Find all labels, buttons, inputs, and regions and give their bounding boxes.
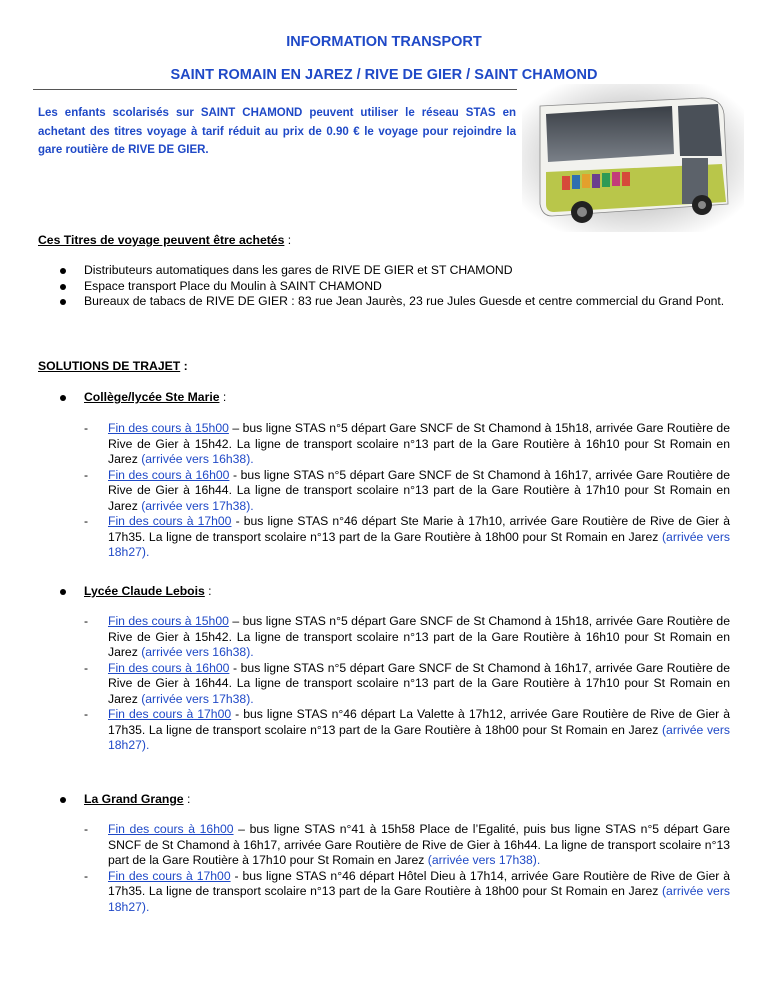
option-link[interactable]: Fin des cours à 17h00 — [108, 707, 232, 721]
school-claude-lebois: Lycée Claude Lebois : — [60, 584, 730, 600]
option-link[interactable]: Fin des cours à 16h00 — [108, 822, 234, 836]
school-grand-grange: La Grand Grange : — [60, 792, 730, 808]
option-link[interactable]: Fin des cours à 17h00 — [108, 514, 232, 528]
school-ste-marie: Collège/lycée Ste Marie : — [60, 390, 730, 406]
title-underline — [33, 89, 517, 90]
list-item: - Fin des cours à 16h00 – bus ligne STAS n°41 à 15h58 Place de l’Egalité, puis bus ligne STAS n°5 départ Gare SNCF de St Chamond à 16h17, arrivée Gare Routière de Rive de Gier à 16h44. La ligne de transport scolaire n°13 part de la Gare Routière à 17h10 pour St Romain en Jarez (arrivée vers 17h38). — [84, 822, 730, 867]
list-item: - Fin des cours à 17h00 - bus ligne STAS n°46 départ Ste Marie à 17h10, arrivée Gare Routière de Rive de Gier à 17h35. La ligne de transport scolaire n°13 part de la Gare Routière à 18h00 pour St Romain en Jarez (arrivée vers 18h27). — [84, 514, 730, 559]
option-link[interactable]: Fin des cours à 16h00 — [108, 467, 230, 482]
option-link[interactable]: Fin des cours à 15h00 — [108, 421, 229, 435]
tickets-list — [60, 263, 730, 310]
bullet-icon — [60, 395, 66, 401]
list-item: Bureaux de tabacs de RIVE DE GIER : 83 rue Jean Jaurès, 23 rue Jules Guesde et centre commercial du Grand Pont. — [60, 294, 730, 310]
page-subtitle: SAINT ROMAIN EN JAREZ / RIVE DE GIER / SAINT CHAMOND — [170, 67, 598, 83]
bullet-icon — [60, 589, 66, 595]
solutions-heading: SOLUTIONS DE TRAJET : — [38, 359, 188, 373]
list-item: Espace transport Place du Moulin à SAINT CHAMOND — [60, 279, 730, 295]
option-link[interactable]: Fin des cours à 15h00 — [108, 614, 229, 628]
list-item: Distributeurs automatiques dans les gares de RIVE DE GIER et ST CHAMOND — [60, 263, 730, 279]
options-ste-marie — [84, 421, 730, 561]
list-item: - Fin des cours à 15h00 – bus ligne STAS n°5 départ Gare SNCF de St Chamond à 15h18, arrivée Gare Routière de Rive de Gier à 15h42. La ligne de transport scolaire n°13 part de la Gare Routière à 16h10 pour St Romain en Jarez (arrivée vers 16h38). — [84, 421, 730, 466]
bullet-icon — [60, 268, 66, 274]
bullet-icon — [60, 299, 66, 305]
list-item: - Fin des cours à 15h00 – bus ligne STAS n°5 départ Gare SNCF de St Chamond à 15h18, arrivée Gare Routière de Rive de Gier à 15h42. La ligne de transport scolaire n°13 part de la Gare Routière à 16h10 pour St Romain en Jarez (arrivée vers 16h38). — [84, 614, 730, 659]
page-title: INFORMATION TRANSPORT — [286, 34, 482, 50]
list-item: - Fin des cours à 17h00 - bus ligne STAS n°46 départ Hôtel Dieu à 17h14, arrivée Gare Routière de Rive de Gier à 17h35. La ligne de transport scolaire n°13 part de la Gare Routière à 18h00 pour St Romain en Jarez (arrivée vers 18h27). — [84, 868, 730, 914]
options-grand-grange — [84, 822, 730, 915]
list-item: - Fin des cours à 16h00 - bus ligne STAS n°5 départ Gare SNCF de St Chamond à 16h17, arrivée Gare Routière de Rive de Gier à 16h44. La ligne de transport scolaire n°13 part de la Gare Routière à 17h10 pour St Romain en Jarez (arrivée vers 17h38). — [84, 660, 730, 706]
intro-paragraph: Les enfants scolarisés sur SAINT CHAMOND peuvent utiliser le réseau STAS en achetant des titres voyage à tarif réduit au prix de 0.90 € le voyage pour rejoindre la gare routière de RIVE DE GIER. — [38, 107, 516, 156]
options-claude-lebois — [84, 614, 730, 754]
tickets-heading: Ces Titres de voyage peuvent être achetés : — [38, 233, 292, 247]
bullet-icon — [60, 797, 66, 803]
bus-photo — [522, 84, 744, 232]
list-item: - Fin des cours à 17h00 - bus ligne STAS n°46 départ La Valette à 17h12, arrivée Gare Routière de Rive de Gier à 17h35. La ligne de transport scolaire n°13 part de la Gare Routière à 18h00 pour St Romain en Jarez (arrivée vers 18h27). — [84, 707, 730, 752]
bullet-icon — [60, 284, 66, 290]
option-link[interactable]: Fin des cours à 16h00 — [108, 660, 230, 675]
list-item: - Fin des cours à 16h00 - bus ligne STAS n°5 départ Gare SNCF de St Chamond à 16h17, arrivée Gare Routière de Rive de Gier à 16h44. La ligne de transport scolaire n°13 part de la Gare Routière à 17h10 pour St Romain en Jarez (arrivée vers 17h38). — [84, 467, 730, 513]
option-link[interactable]: Fin des cours à 17h00 — [108, 868, 231, 883]
